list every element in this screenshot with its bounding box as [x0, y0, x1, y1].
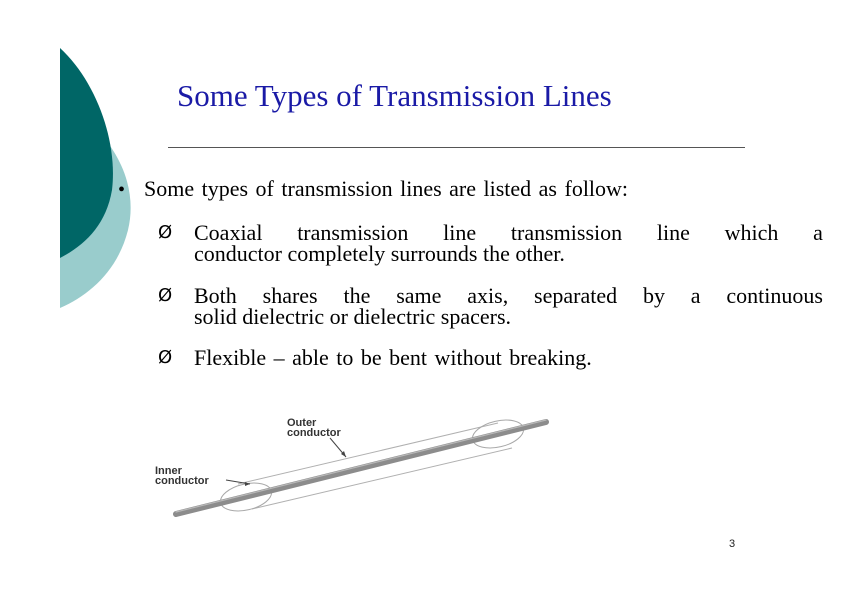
inner-label-arrowhead — [245, 482, 250, 486]
word: transmission — [510, 220, 623, 245]
outer-conductor-bottom-edge — [252, 448, 512, 509]
word: the — [343, 283, 371, 308]
sub-item-line: conductor completely surrounds the other. — [194, 241, 565, 266]
sub-item-line — [194, 285, 823, 306]
sub-item-coaxial — [158, 222, 823, 264]
word: a — [813, 220, 823, 245]
word: line — [443, 220, 477, 245]
page-number: 3 — [729, 538, 736, 550]
outer-conductor-label-2: conductor — [287, 427, 341, 439]
word: a — [690, 283, 701, 308]
inner-conductor-label-1: Inner — [155, 465, 182, 477]
slide-title: Some Types of Transmission Lines — [177, 78, 612, 113]
outer-conductor-top-edge — [238, 423, 498, 484]
word: shares — [262, 283, 318, 308]
outer-conductor-label-1: Outer — [287, 417, 317, 429]
arrow-bullet-icon: Ø — [158, 285, 173, 306]
word: same — [396, 283, 442, 308]
word: which — [724, 220, 779, 245]
word: continuous — [726, 283, 823, 308]
inner-conductor-highlight — [176, 420, 546, 512]
arrow-bullet-icon: Ø — [158, 222, 173, 243]
word: separated — [534, 283, 618, 308]
inner-conductor-rod — [176, 422, 546, 514]
title-divider — [168, 147, 745, 148]
inner-conductor-label-2: conductor — [155, 475, 209, 487]
word: by — [642, 283, 665, 308]
sub-item-line — [194, 222, 823, 243]
sub-item-flexible — [158, 347, 823, 368]
word: transmission — [297, 220, 409, 245]
word: axis, — [467, 283, 509, 308]
word: line — [656, 220, 690, 245]
word: Coaxial — [194, 220, 263, 245]
sub-item-line: Flexible – able to be bent without breaking. — [194, 345, 592, 370]
main-bullet-text: Some types of transmission lines are listed as follow: — [144, 176, 629, 201]
coaxial-cable-diagram — [150, 412, 560, 524]
sub-item-shared-axis — [158, 285, 823, 327]
word: Both — [194, 283, 237, 308]
sub-item-line: solid dielectric or dielectric spacers. — [194, 304, 512, 329]
decorative-shapes — [0, 0, 140, 320]
arrow-bullet-icon: Ø — [158, 347, 173, 368]
bullet-marker: • — [118, 179, 126, 201]
main-bullet — [118, 176, 628, 202]
